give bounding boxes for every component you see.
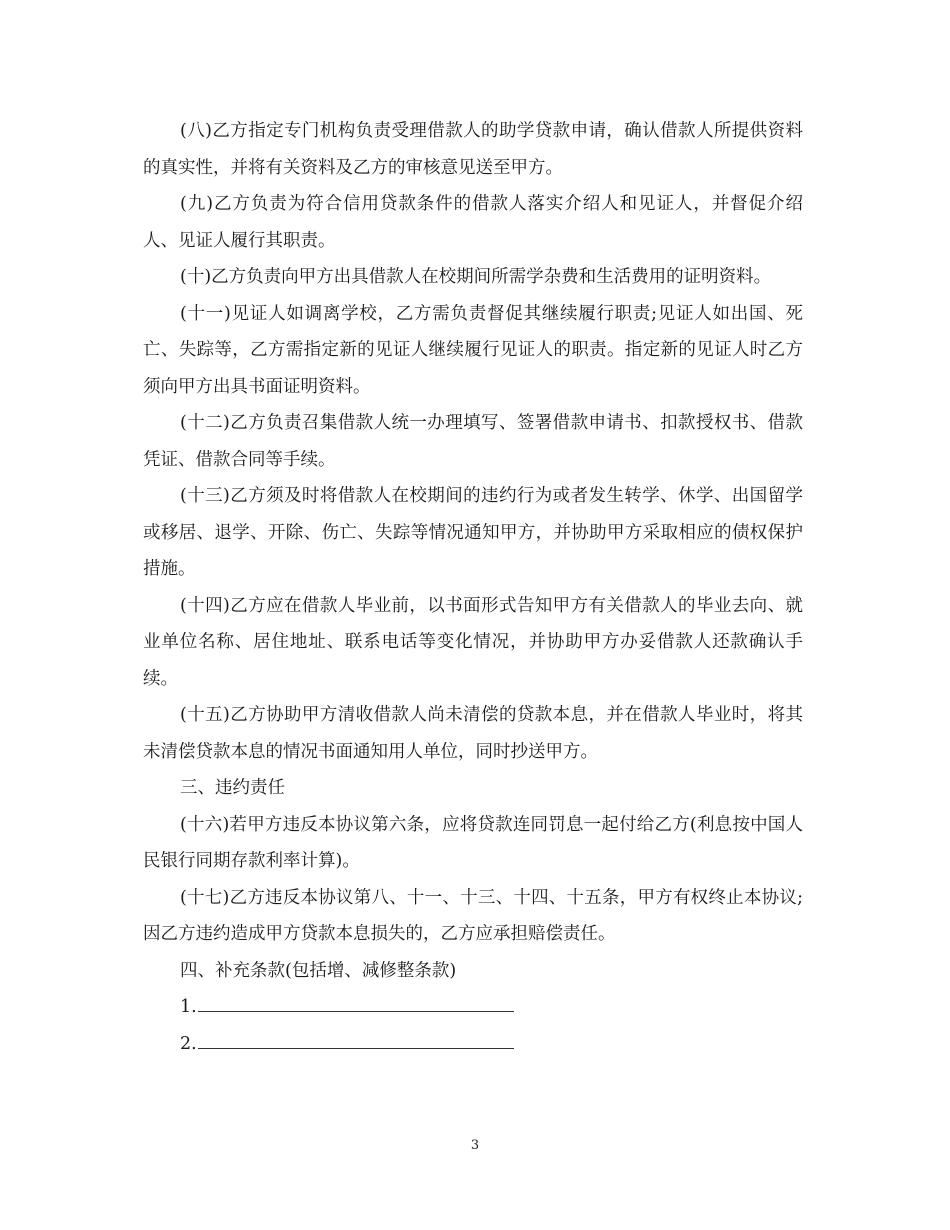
clause-9: (九)乙方负责为符合信用贷款条件的借款人落实介绍人和见证人，并督促介绍人、见证人履行其职责。 [143, 194, 803, 251]
supplement-item-number: 1. [180, 997, 197, 1017]
section-heading-breach-liability: 三、违约责任 [180, 778, 285, 798]
supplement-item-2 [143, 1026, 803, 1063]
clause-8: (八)乙方指定专门机构负责受理借款人的助学贷款申请，确认借款人所提供资料的真实性，并将有关资料及乙方的审核意见送至甲方。 [143, 121, 803, 178]
page-number: 3 [470, 1138, 480, 1153]
supplement-item-1 [143, 989, 803, 1026]
section-heading-supplementary-terms: 四、补充条款(包括增、减修整条款) [180, 960, 457, 981]
clause-16: (十六)若甲方违反本协议第六条，应将贷款连同罚息一起付给乙方(利息按中国人民银行同期存款利率计算)。 [143, 814, 803, 871]
clause-11: (十一)见证人如调离学校，乙方需负责督促其继续履行职责;见证人如出国、死亡、失踪等，乙方需指定新的见证人继续履行见证人的职责。指定新的见证人时乙方须向甲方出具书面证明资料。 [143, 303, 803, 397]
document-body [143, 113, 803, 1062]
supplement-item-number: 2. [180, 1033, 197, 1054]
fill-in-blank [198, 1047, 514, 1049]
fill-in-blank [198, 1010, 514, 1012]
clause-17: (十七)乙方违反本协议第八、十一、十三、十四、十五条，甲方有权终止本协议;因乙方违约造成甲方贷款本息损失的，乙方应承担赔偿责任。 [143, 887, 803, 944]
clause-14: (十四)乙方应在借款人毕业前，以书面形式告知甲方有关借款人的毕业去向、就业单位名称、居住地址、联系电话等变化情况，并协助甲方办妥借款人还款确认手续。 [143, 595, 803, 689]
clause-10: (十)乙方负责向甲方出具借款人在校期间所需学杂费和生活费用的证明资料。 [180, 267, 772, 287]
clause-15: (十五)乙方协助甲方清收借款人尚未清偿的贷款本息，并在借款人毕业时，将其未清偿贷款本息的情况书面通知用人单位，同时抄送甲方。 [143, 705, 803, 762]
clause-12: (十二)乙方负责召集借款人统一办理填写、签署借款申请书、扣款授权书、借款凭证、借款合同等手续。 [143, 413, 803, 470]
clause-13: (十三)乙方须及时将借款人在校期间的违约行为或者发生转学、休学、出国留学或移居、退学、开除、伤亡、失踪等情况通知甲方，并协助甲方采取相应的债权保护措施。 [143, 486, 803, 579]
